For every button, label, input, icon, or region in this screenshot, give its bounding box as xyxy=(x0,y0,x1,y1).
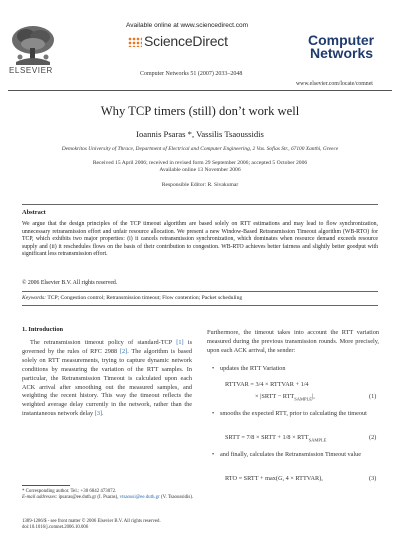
section-heading-introduction: 1. Introduction xyxy=(22,326,64,333)
email-suffix: (V. Tsaoussidis). xyxy=(159,495,194,501)
corresponding-author-note: * Corresponding author. Tel.: +30 6842 473072. xyxy=(22,489,117,494)
abstract-text: We argue that the design principles of the TCP timeout algorithm are based solely on RTT estimations and may lead to flow synchronization, unnecessary retransmission effort and unfair resource allocation. We present a new Window-Based Retransmission Timeout algorithm (WB-RTO) for TCP, which exhibits two major properties: (i) it cancels retransmission synchronization, which dominates when resource demand exceeds resource supply and (ii) it reschedules flows on the basis of their contribution to congestion. WB-RTO achieves better fairness and slightly better goodput with significant less retransmission effort. xyxy=(22,221,378,258)
sciencedirect-logo-text: ScienceDirect xyxy=(144,33,228,49)
equation-1-line-1: RTTVAR = 3/4 × RTTVAR + 1/4 xyxy=(225,381,309,388)
equation-3-number: (3) xyxy=(369,475,377,482)
eq2-subscript: SAMPLE xyxy=(308,437,327,443)
eq1-text-end: |, xyxy=(311,393,315,400)
email-tsaoussidis-link[interactable]: vtsaousi@ee.duth.gr xyxy=(119,495,160,501)
intro-text-3: . The algorithm is based solely on RTT measurements, trying to capture dynamic network conditions by measuring the variation of the RTT samples. In particular, the Retransmission Timeout is calculated upon each ACK arrival after smoothing out the measured samples, and weighting the recent history. This way the timeout reflects the weighted average delay currently in the network, rather than the instantaneous network delay xyxy=(22,347,193,418)
email-label: E-mail addresses: xyxy=(22,495,58,501)
right-column-paragraph: Furthermore, the timeout takes into account the RTT variation measured during the previous transmission rounds. More precisely, upon each ACK arrival, the sender: xyxy=(207,329,379,354)
issn-line: 1389-1286/$ - see front matter © 2006 Elsevier B.V. All rights reserved. xyxy=(22,519,161,524)
eq3-text-end: , 4 × RTTVAR), xyxy=(282,475,323,482)
intro-text-1: The retransmission timeout policy of standard-TCP xyxy=(30,339,177,346)
bullet-dot-icon: • xyxy=(212,410,215,417)
keywords xyxy=(22,295,378,301)
sciencedirect-dots-icon xyxy=(128,37,142,47)
sciencedirect-logo xyxy=(128,33,228,49)
header-divider xyxy=(8,90,392,91)
received-dates: Received 15 April 2006; received in revised form 29 September 2006; accepted 5 October 2006 xyxy=(92,160,308,166)
intro-text-2: is governed by the rules of RFC 2988 xyxy=(22,339,193,355)
reference-link-1[interactable]: [1] xyxy=(176,339,184,346)
introduction-paragraph xyxy=(22,339,192,419)
journal-citation: Computer Networks 51 (2007) 2033–2048 xyxy=(140,71,243,77)
copyright-notice: © 2006 Elsevier B.V. All rights reserved. xyxy=(22,280,118,286)
journal-logo-line2: Networks xyxy=(310,45,374,61)
email-psaras: ipsaras@ee.duth.gr (I. Psaras), xyxy=(57,495,120,501)
eq1-text: × |SRTT − RTT xyxy=(255,393,295,400)
bullet-item-srtt xyxy=(212,410,377,419)
doi-line[interactable]: doi:10.1016/j.comnet.2006.10.006 xyxy=(22,525,89,531)
eq1-subscript: SAMPLE xyxy=(294,396,312,402)
eq2-text: SRTT = 7/8 × SRTT + 1/8 × RTT xyxy=(225,434,309,441)
bullet-item-rto xyxy=(212,451,377,460)
keywords-label: Keywords: xyxy=(22,295,47,301)
elsevier-logo: ELSEVIER xyxy=(9,66,53,75)
issn-doi-block xyxy=(22,519,161,531)
available-online-text: Available online at www.sciencedirect.com xyxy=(126,22,248,29)
equation-3 xyxy=(225,475,323,482)
intro-text-4: . xyxy=(102,410,104,418)
reference-link-2[interactable]: [2] xyxy=(119,347,128,355)
abstract-top-divider xyxy=(22,204,378,205)
reference-link-3[interactable]: [3] xyxy=(94,410,103,418)
bullet-dot-icon: • xyxy=(212,365,215,372)
bullet-item-rttvar xyxy=(212,365,377,374)
keywords-bottom-divider xyxy=(22,305,378,306)
equation-2-number: (2) xyxy=(369,434,377,441)
keywords-top-divider xyxy=(22,291,378,292)
author-affiliation: Demokritos University of Thrace, Department of Electrical and Computer Engineering, 2 Vas. Sofias Str., 67100 Xanthi, Greece xyxy=(61,146,339,152)
footnote-divider xyxy=(22,485,70,486)
equation-1-line-2 xyxy=(255,393,315,401)
journal-url-link[interactable]: www.elsevier.com/locate/comnet xyxy=(296,81,373,87)
bullet-text-2: smooths the expected RTT, prior to calculating the timeout xyxy=(220,410,367,417)
abstract-heading: Abstract xyxy=(22,209,46,216)
responsible-editor: Responsible Editor: R. Sivakumar xyxy=(161,182,239,188)
equation-2 xyxy=(225,434,326,442)
eq3-text: RTO = SRTT + max( xyxy=(225,475,278,482)
email-addresses xyxy=(22,495,194,501)
keywords-list: TCP; Congestion control; Retransmission timeout; Flow contention; Packet scheduling xyxy=(47,295,243,301)
article-title: Why TCP timers (still) don’t work well xyxy=(100,104,300,118)
bullet-dot-icon: • xyxy=(212,451,215,458)
article-history xyxy=(20,160,380,174)
computer-networks-logo xyxy=(308,34,374,60)
bullet-text-3: and finally, calculates the Retransmission Timeout value xyxy=(220,451,362,458)
bullet-text-1: updates the RTT Variation xyxy=(220,365,286,372)
article-authors: Ioannis Psaras *, Vassilis Tsaoussidis xyxy=(136,129,264,139)
eq3-variable-g: G xyxy=(277,475,283,482)
elsevier-tree-icon xyxy=(8,24,58,66)
online-date: Available online 13 November 2006 xyxy=(159,167,241,174)
journal-logo-line1: Computer xyxy=(308,32,375,48)
footnote xyxy=(22,489,194,502)
equation-1-number: (1) xyxy=(369,393,377,400)
